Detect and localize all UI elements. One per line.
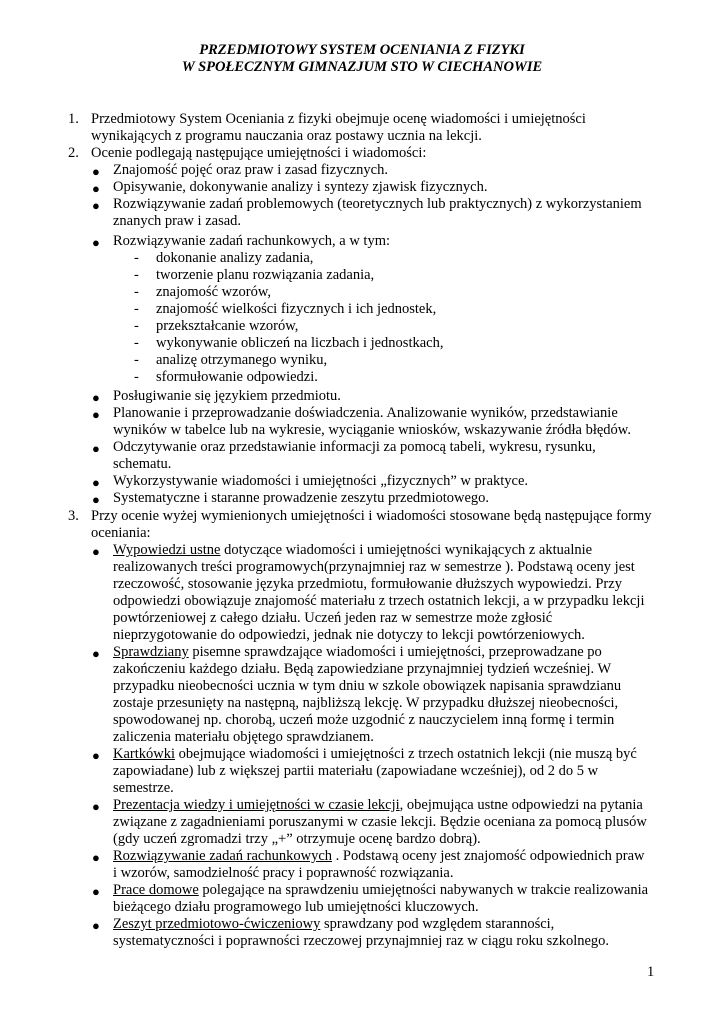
page-number: 1 (647, 964, 655, 980)
dash-marker: - (134, 267, 139, 283)
list-item-continuation: i wzorów, samodzielność pracy i poprawność rozwiązania. (113, 865, 454, 881)
bullet-icon: ● (92, 181, 100, 196)
dash-marker: - (134, 369, 139, 385)
list-item: Rozwiązywanie zadań rachunkowych, a w tym: (113, 233, 391, 249)
list-item: Znajomość pojęć oraz praw i zasad fizycznych. (113, 162, 388, 178)
bullet-icon: ● (92, 748, 100, 763)
sub-list-item: sformułowanie odpowiedzi. (156, 369, 318, 385)
list-item: Planowanie i przeprowadzanie doświadczenia. Analizowanie wyników, przedstawianie (113, 405, 618, 421)
bullet-icon: ● (92, 850, 100, 865)
sub-list-item: znajomość wzorów, (156, 284, 272, 300)
list-item-continuation: systematyczności i poprawności rzeczowej przynajmniej raz w ciągu roku szkolnego. (113, 933, 610, 949)
list-item-continuation: przypadku nieobecności ucznia w tym dniu w szkole obowiązek napisania sprawdzianu (113, 678, 622, 694)
assessment-form-item: Rozwiązywanie zadań rachunkowych . Podstawą oceny jest znajomość odpowiednich praw (113, 848, 645, 864)
list-item-continuation: realizowanych treści programowych(przynajmniej raz w semestrze ). Podstawą oceny jest (113, 559, 635, 575)
section-1-line: wynikających z programu nauczania oraz postawy ucznia na lekcji. (91, 128, 482, 144)
assessment-form-term: Prace domowe (113, 882, 199, 898)
section-2-number: 2. (68, 145, 79, 161)
dash-marker: - (134, 352, 139, 368)
list-item-continuation: schematu. (113, 456, 172, 472)
bullet-icon: ● (92, 407, 100, 422)
list-item: Opisywanie, dokonywanie analizy i syntezy zjawisk fizycznych. (113, 179, 488, 195)
bullet-icon: ● (92, 390, 100, 405)
list-item-continuation: znanych praw i zasad. (113, 213, 242, 229)
list-item-continuation: nieprzygotowanie do odpowiedzi, jednak nie dotyczy to lekcji powtórzeniowych. (113, 627, 585, 643)
bullet-icon: ● (92, 492, 100, 507)
bullet-icon: ● (92, 475, 100, 490)
section-3-number: 3. (68, 508, 79, 524)
bullet-icon: ● (92, 646, 100, 661)
document-title-line-1: PRZEDMIOTOWY SYSTEM OCENIANIA Z FIZYKI (199, 42, 525, 58)
list-item: Rozwiązywanie zadań problemowych (teoretycznych lub praktycznych) z wykorzystaniem (113, 196, 642, 212)
sub-list-item: przekształcanie wzorów, (156, 318, 299, 334)
section-3-intro: Przy ocenie wyżej wymienionych umiejętności i wiadomości stosowane będą następujące formy (91, 508, 652, 524)
assessment-form-item: Zeszyt przedmiotowo-ćwiczeniowy sprawdzany pod względem staranności, (113, 916, 555, 932)
list-item: Wykorzystywanie wiadomości i umiejętności „fizycznych” w praktyce. (113, 473, 529, 489)
sub-list-item: znajomość wielkości fizycznych i ich jednostek, (156, 301, 437, 317)
bullet-icon: ● (92, 918, 100, 933)
dash-marker: - (134, 318, 139, 334)
section-1-line: Przedmiotowy System Oceniania z fizyki obejmuje ocenę wiadomości i umiejętności (91, 111, 586, 127)
dash-marker: - (134, 301, 139, 317)
bullet-icon: ● (92, 884, 100, 899)
list-item-continuation: odpowiedzi obowiązuje znajomość materiału z trzech ostatnich lekcji, a w przypadku lekcji (113, 593, 645, 609)
assessment-form-item: Prezentacja wiedzy i umiejętności w czasie lekcji, obejmująca ustne odpowiedzi na pytania (113, 797, 643, 813)
list-item-continuation: (gdy uczeń zgromadzi trzy „+” otrzymuje ocenę bardzo dobrą). (113, 831, 481, 847)
section-1-number: 1. (68, 111, 79, 127)
assessment-form-term: Kartkówki (113, 746, 176, 762)
sub-list-item: dokonanie analizy zadania, (156, 250, 314, 266)
list-item-continuation: zapowiadane) lub z większej partii materiału (zapowiadane wcześniej), od 2 do 5 w (113, 763, 599, 779)
bullet-icon: ● (92, 235, 100, 250)
list-item-continuation: powtórzeniowej z całego działu. Uczeń jeden raz w semestrze może zgłosić (113, 610, 553, 626)
assessment-form-term: Wypowiedzi ustne (113, 542, 221, 558)
assessment-form-term: Zeszyt przedmiotowo-ćwiczeniowy (113, 916, 321, 932)
list-item-continuation: związane z zagadnieniami poruszanymi w czasie lekcji. Będzie oceniana za pomocą plusów (113, 814, 647, 830)
assessment-form-term: Prezentacja wiedzy i umiejętności w czasie lekcji (113, 797, 400, 813)
list-item: Systematyczne i staranne prowadzenie zeszytu przedmiotowego. (113, 490, 490, 506)
assessment-form-term: Rozwiązywanie zadań rachunkowych (113, 848, 333, 864)
list-item: Odczytywanie oraz przedstawianie informacji za pomocą tabeli, wykresu, rysunku, (113, 439, 596, 455)
section-2-intro: Ocenie podlegają następujące umiejętności i wiadomości: (91, 145, 427, 161)
dash-marker: - (134, 284, 139, 300)
list-item-continuation: semestrze. (113, 780, 174, 796)
sub-list-item: analizę otrzymanego wyniku, (156, 352, 328, 368)
dash-marker: - (134, 335, 139, 351)
list-item: Posługiwanie się językiem przedmiotu. (113, 388, 341, 404)
document-title-line-2: W SPOŁECZNYM GIMNAZJUM STO W CIECHANOWIE (181, 59, 543, 75)
list-item-continuation: spowodowanej np. chorobą, uczeń może uzgodnić z nauczycielem inną formę i termin (113, 712, 615, 728)
section-3-intro: oceniania: (91, 525, 151, 541)
bullet-icon: ● (92, 164, 100, 179)
assessment-form-item: Kartkówki obejmujące wiadomości i umiejętności z trzech ostatnich lekcji (nie muszą być (113, 746, 637, 762)
list-item-continuation: zakończeniu każdego działu. Będą zapowiedziane przynajmniej tydzień wcześniej. W (113, 661, 612, 677)
dash-marker: - (134, 250, 139, 266)
assessment-form-item: Sprawdziany pisemne sprawdzające wiadomości i umiejętności, przeprowadzane po (113, 644, 602, 660)
list-item-continuation: wyników w tabelce lub na wykresie, wyciąganie wniosków, wskazywanie źródła błędów. (113, 422, 631, 438)
list-item-continuation: rzeczowość, stosowanie języka przedmiotu, formułowanie dłuższych wypowiedzi. Przy (113, 576, 622, 592)
bullet-icon: ● (92, 544, 100, 559)
bullet-icon: ● (92, 198, 100, 213)
bullet-icon: ● (92, 441, 100, 456)
list-item-continuation: zostaje przesunięty na następną, najbliższą lekcję. W przypadku dłuższej nieobecności, (113, 695, 619, 711)
list-item-continuation: zaliczenia materiału objętego sprawdzianem. (113, 729, 374, 745)
list-item-continuation: bieżącego działu programowego lub umiejętności kluczowych. (113, 899, 479, 915)
bullet-icon: ● (92, 799, 100, 814)
assessment-form-term: Sprawdziany (113, 644, 189, 660)
sub-list-item: tworzenie planu rozwiązania zadania, (156, 267, 375, 283)
sub-list-item: wykonywanie obliczeń na liczbach i jednostkach, (156, 335, 444, 351)
assessment-form-item: Prace domowe polegające na sprawdzeniu umiejętności nabywanych w trakcie realizowania (113, 882, 649, 898)
assessment-form-item: Wypowiedzi ustne dotyczące wiadomości i umiejętności wynikających z aktualnie (113, 542, 593, 558)
